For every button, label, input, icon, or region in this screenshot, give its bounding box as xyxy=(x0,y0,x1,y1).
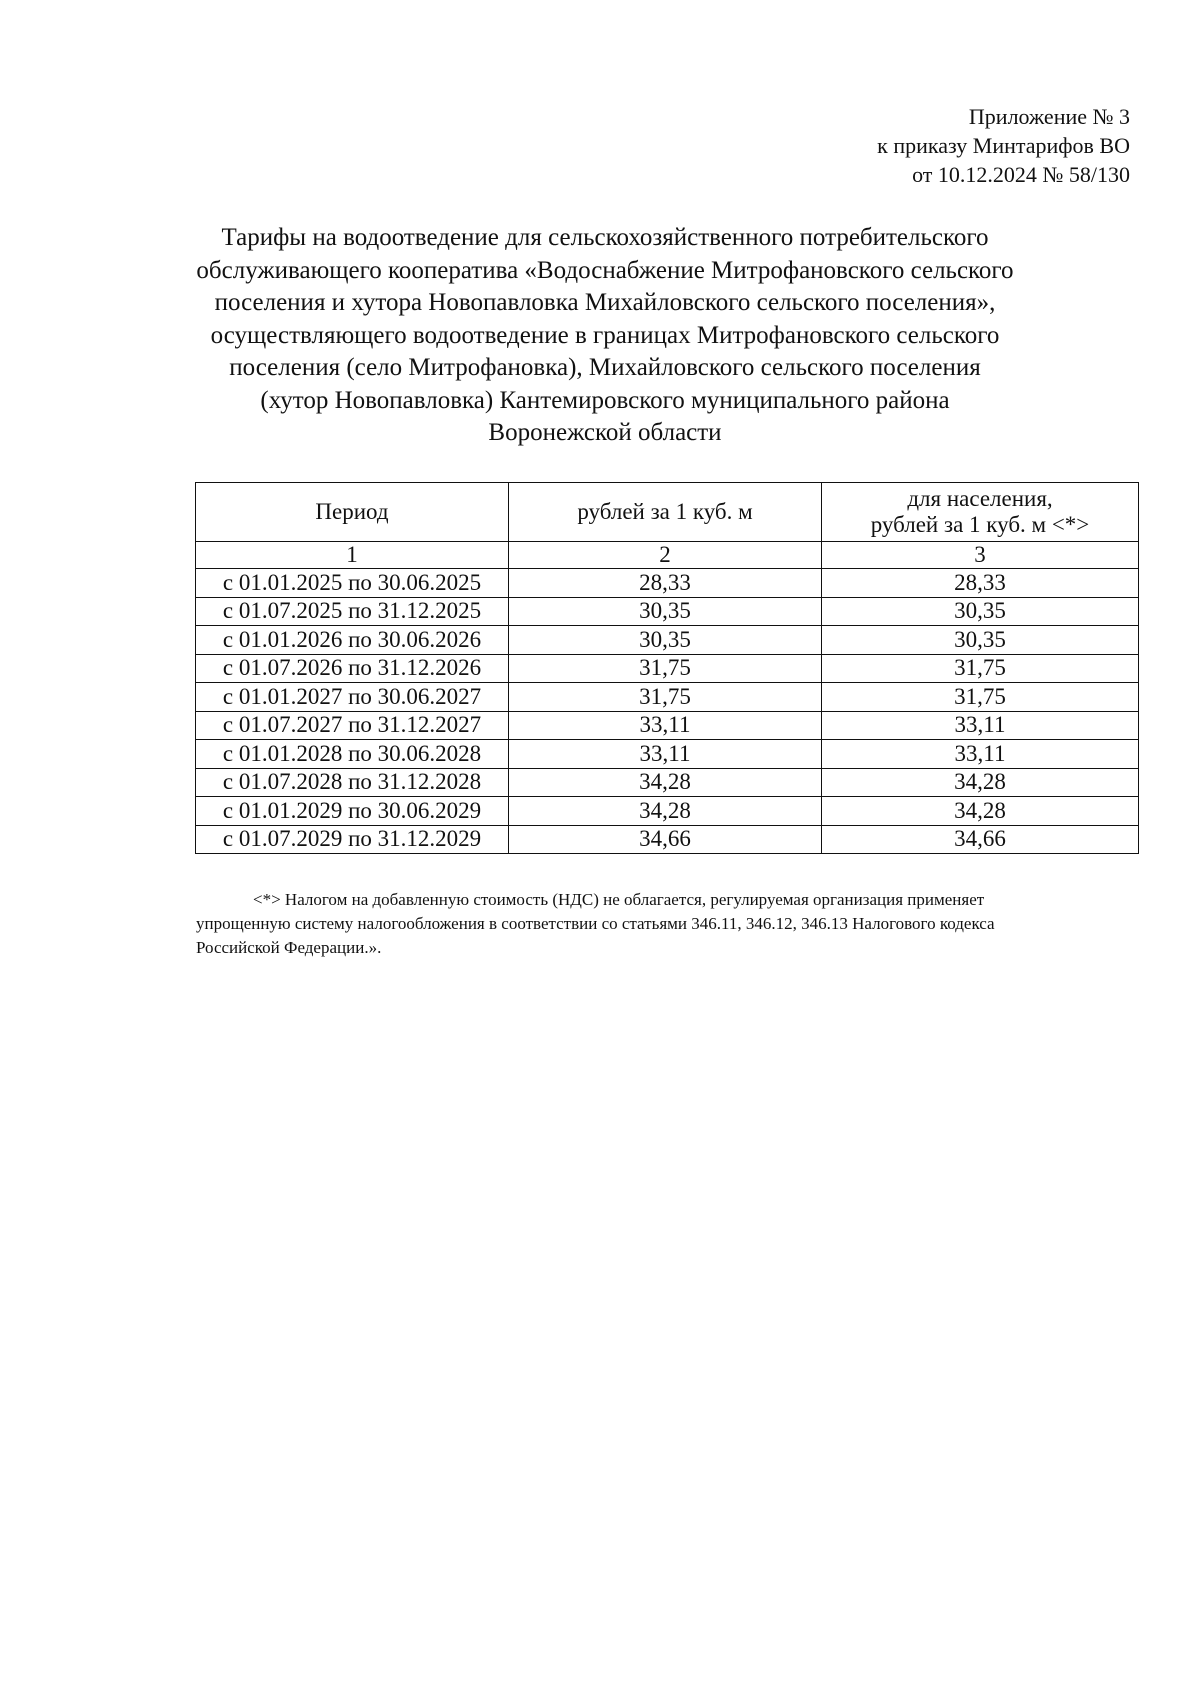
table-row xyxy=(196,569,1139,598)
table-row xyxy=(196,740,1139,769)
table-row xyxy=(196,654,1139,683)
rate-cell: 34,28 xyxy=(509,768,822,797)
period-cell: с 01.07.2025 по 31.12.2025 xyxy=(196,597,509,626)
population-rate-cell: 31,75 xyxy=(822,654,1139,683)
title-line: Тарифы на водоотведение для сельскохозяйственного потребительского xyxy=(221,224,989,251)
title-line: поселения (село Митрофановка), Михайловского сельского поселения xyxy=(229,354,981,381)
rate-cell: 34,66 xyxy=(509,825,822,854)
rate-cell: 30,35 xyxy=(509,597,822,626)
rate-cell: 34,28 xyxy=(509,797,822,826)
period-cell: с 01.07.2029 по 31.12.2029 xyxy=(196,825,509,854)
period-cell: с 01.01.2029 по 30.06.2029 xyxy=(196,797,509,826)
appendix-reference xyxy=(877,102,1130,189)
appendix-order: к приказу Минтарифов ВО xyxy=(877,133,1130,158)
rate-cell: 33,11 xyxy=(509,711,822,740)
header-rate: рублей за 1 куб. м xyxy=(509,483,822,542)
column-number-row xyxy=(196,542,1139,569)
population-rate-cell: 33,11 xyxy=(822,711,1139,740)
population-rate-cell: 33,11 xyxy=(822,740,1139,769)
tariff-table xyxy=(195,482,1139,854)
rate-cell: 30,35 xyxy=(509,626,822,655)
header-population-line2: рублей за 1 куб. м <*> xyxy=(870,512,1090,537)
vat-footnote xyxy=(196,888,1141,960)
column-number: 1 xyxy=(196,542,509,569)
table-row xyxy=(196,797,1139,826)
period-cell: с 01.01.2028 по 30.06.2028 xyxy=(196,740,509,769)
title-line: (хутор Новопавловка) Кантемировского муниципального района xyxy=(260,386,950,414)
period-cell: с 01.01.2025 по 30.06.2025 xyxy=(196,569,509,598)
rate-cell: 31,75 xyxy=(509,654,822,683)
column-number: 3 xyxy=(822,542,1139,569)
period-cell: с 01.01.2027 по 30.06.2027 xyxy=(196,683,509,712)
table-header-row xyxy=(196,483,1139,542)
population-rate-cell: 34,66 xyxy=(822,825,1139,854)
footnote-line: <*> Налогом на добавленную стоимость (НДС) не облагается, регулируемая организация применяет xyxy=(253,890,985,909)
population-rate-cell: 30,35 xyxy=(822,597,1139,626)
rate-cell: 33,11 xyxy=(509,740,822,769)
rate-cell: 28,33 xyxy=(509,569,822,598)
title-line: поселения и хутора Новопавловка Михайловского сельского поселения», xyxy=(214,289,996,316)
column-number: 2 xyxy=(509,542,822,569)
table-row xyxy=(196,825,1139,854)
population-rate-cell: 34,28 xyxy=(822,768,1139,797)
rate-cell: 31,75 xyxy=(509,683,822,712)
population-rate-cell: 28,33 xyxy=(822,569,1139,598)
title-line: осуществляющего водоотведение в границах Митрофановского сельского xyxy=(210,321,1000,349)
footnote-line: Российской Федерации.». xyxy=(196,938,382,957)
period-cell: с 01.01.2026 по 30.06.2026 xyxy=(196,626,509,655)
table-row xyxy=(196,626,1139,655)
document-title xyxy=(180,222,1030,450)
appendix-number: Приложение № 3 xyxy=(968,104,1130,129)
title-line: обслуживающего кооператива «Водоснабжение Митрофановского сельского xyxy=(196,256,1014,284)
title-line: Воронежской области xyxy=(488,419,722,446)
header-population-rate xyxy=(822,483,1139,542)
table-row xyxy=(196,683,1139,712)
footnote-line: упрощенную систему налогообложения в соответствии со статьями 346.11, 346.12, 346.13 Налогового кодекса xyxy=(196,914,995,933)
appendix-date: от 10.12.2024 № 58/130 xyxy=(912,162,1130,187)
period-cell: с 01.07.2026 по 31.12.2026 xyxy=(196,654,509,683)
table-row xyxy=(196,711,1139,740)
population-rate-cell: 34,28 xyxy=(822,797,1139,826)
header-population-line1: для населения, xyxy=(907,486,1053,511)
period-cell: с 01.07.2028 по 31.12.2028 xyxy=(196,768,509,797)
population-rate-cell: 31,75 xyxy=(822,683,1139,712)
table-row xyxy=(196,597,1139,626)
header-period: Период xyxy=(196,483,509,542)
table-row xyxy=(196,768,1139,797)
population-rate-cell: 30,35 xyxy=(822,626,1139,655)
period-cell: с 01.07.2027 по 31.12.2027 xyxy=(196,711,509,740)
